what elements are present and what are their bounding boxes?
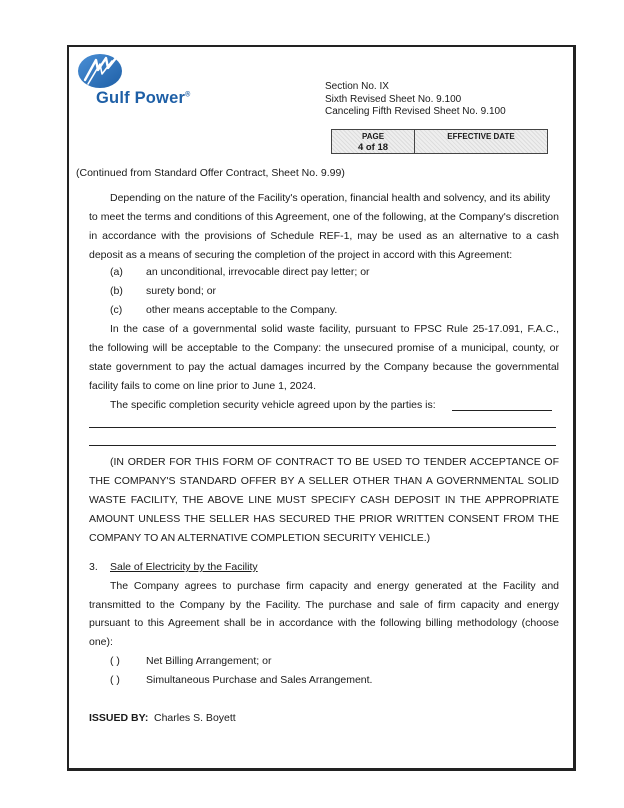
option-checkbox[interactable]: ( )	[110, 674, 120, 686]
section-number: Section No. IX	[325, 81, 389, 92]
option-label: Simultaneous Purchase and Sales Arrangement.	[146, 674, 373, 686]
para3-line: pursuant to this Agreement shall be in accordance with the following billing methodology (choose	[89, 617, 559, 629]
company-logo-text: Gulf Power®	[96, 89, 191, 107]
caps-para-line: WASTE FACILITY, THE ABOVE LINE MUST SPECIFY CASH DEPOSIT IN THE APPROPRIATE	[89, 494, 559, 506]
caps-para-line: AMOUNT UNLESS THE SELLER HAS SECURED THE PRIOR WRITTEN CONSENT FROM THE	[89, 513, 559, 525]
page-effective-box	[331, 129, 548, 154]
para3-line: transmitted to the Company by the Facility. The purchase and sale of firm capacity and energy	[89, 599, 559, 611]
continued-note: (Continued from Standard Offer Contract, Sheet No. 9.99)	[76, 167, 345, 179]
para1-line: to meet the terms and conditions of this Agreement, one of the following, at the Company's discretion	[89, 211, 559, 223]
issued-by-label: ISSUED BY:	[89, 712, 149, 724]
list-marker: (c)	[110, 304, 123, 316]
page-label: PAGE	[361, 132, 385, 141]
para2-line: state government to pay the actual damages incurred by the Company because the governmental	[89, 361, 559, 373]
para1-line: in accordance with the provisions of Schedule REF-1, may be used as an alternative to a cash	[89, 230, 559, 242]
issued-by-name: Charles S. Boyett	[154, 712, 236, 724]
list-item: an unconditional, irrevocable direct pay letter; or	[146, 266, 370, 278]
caps-para-line: COMPANY TO AN ALTERNATIVE COMPLETION SECURITY VEHICLE.)	[89, 532, 431, 544]
security-vehicle-blank-line[interactable]	[89, 445, 556, 446]
caps-para-line: (IN ORDER FOR THIS FORM OF CONTRACT TO BE USED TO TENDER ACCEPTANCE OF	[110, 456, 559, 468]
page-cell	[332, 130, 415, 153]
para1-line: deposit as a means of securing the completion of the project in accord with this Agreement:	[89, 249, 513, 261]
list-marker: (a)	[110, 266, 123, 278]
section-number: 3.	[89, 561, 98, 573]
list-marker: (b)	[110, 285, 123, 297]
para3-line: one):	[89, 636, 113, 648]
para2-line: facility fails to come on line prior to June 1, 2024.	[89, 380, 317, 392]
option-label: Net Billing Arrangement; or	[146, 655, 272, 667]
security-vehicle-blank-line[interactable]	[89, 427, 556, 428]
section-info	[325, 81, 506, 119]
canceling-sheet: Canceling Fifth Revised Sheet No. 9.100	[325, 106, 506, 117]
page-value: 4 of 18	[357, 142, 389, 153]
security-vehicle-blank[interactable]	[452, 410, 552, 411]
para1-line: Depending on the nature of the Facility's operation, financial health and solvency, and its ability	[110, 192, 551, 204]
para3-line: The Company agrees to purchase firm capacity and energy generated at the Facility and	[110, 580, 559, 592]
section-title: Sale of Electricity by the Facility	[110, 561, 258, 573]
list-item: other means acceptable to the Company.	[146, 304, 338, 316]
security-vehicle-label: The specific completion security vehicle agreed upon by the parties is:	[110, 399, 436, 411]
caps-para-line: THE COMPANY'S STANDARD OFFER BY A SELLER OTHER THAN A GOVERNMENTAL SOLID	[89, 475, 559, 487]
sheet-number: Sixth Revised Sheet No. 9.100	[325, 93, 462, 105]
option-checkbox[interactable]: ( )	[110, 655, 120, 667]
para2-line: In the case of a governmental solid waste facility, pursuant to FPSC Rule 25-17.091, F.A.C.,	[110, 323, 559, 335]
list-item: surety bond; or	[146, 285, 217, 297]
effective-date-label: EFFECTIVE DATE	[447, 132, 515, 141]
para2-line: the following will be acceptable to the Company: the unsecured promise of a municipal, county, or	[89, 342, 559, 354]
